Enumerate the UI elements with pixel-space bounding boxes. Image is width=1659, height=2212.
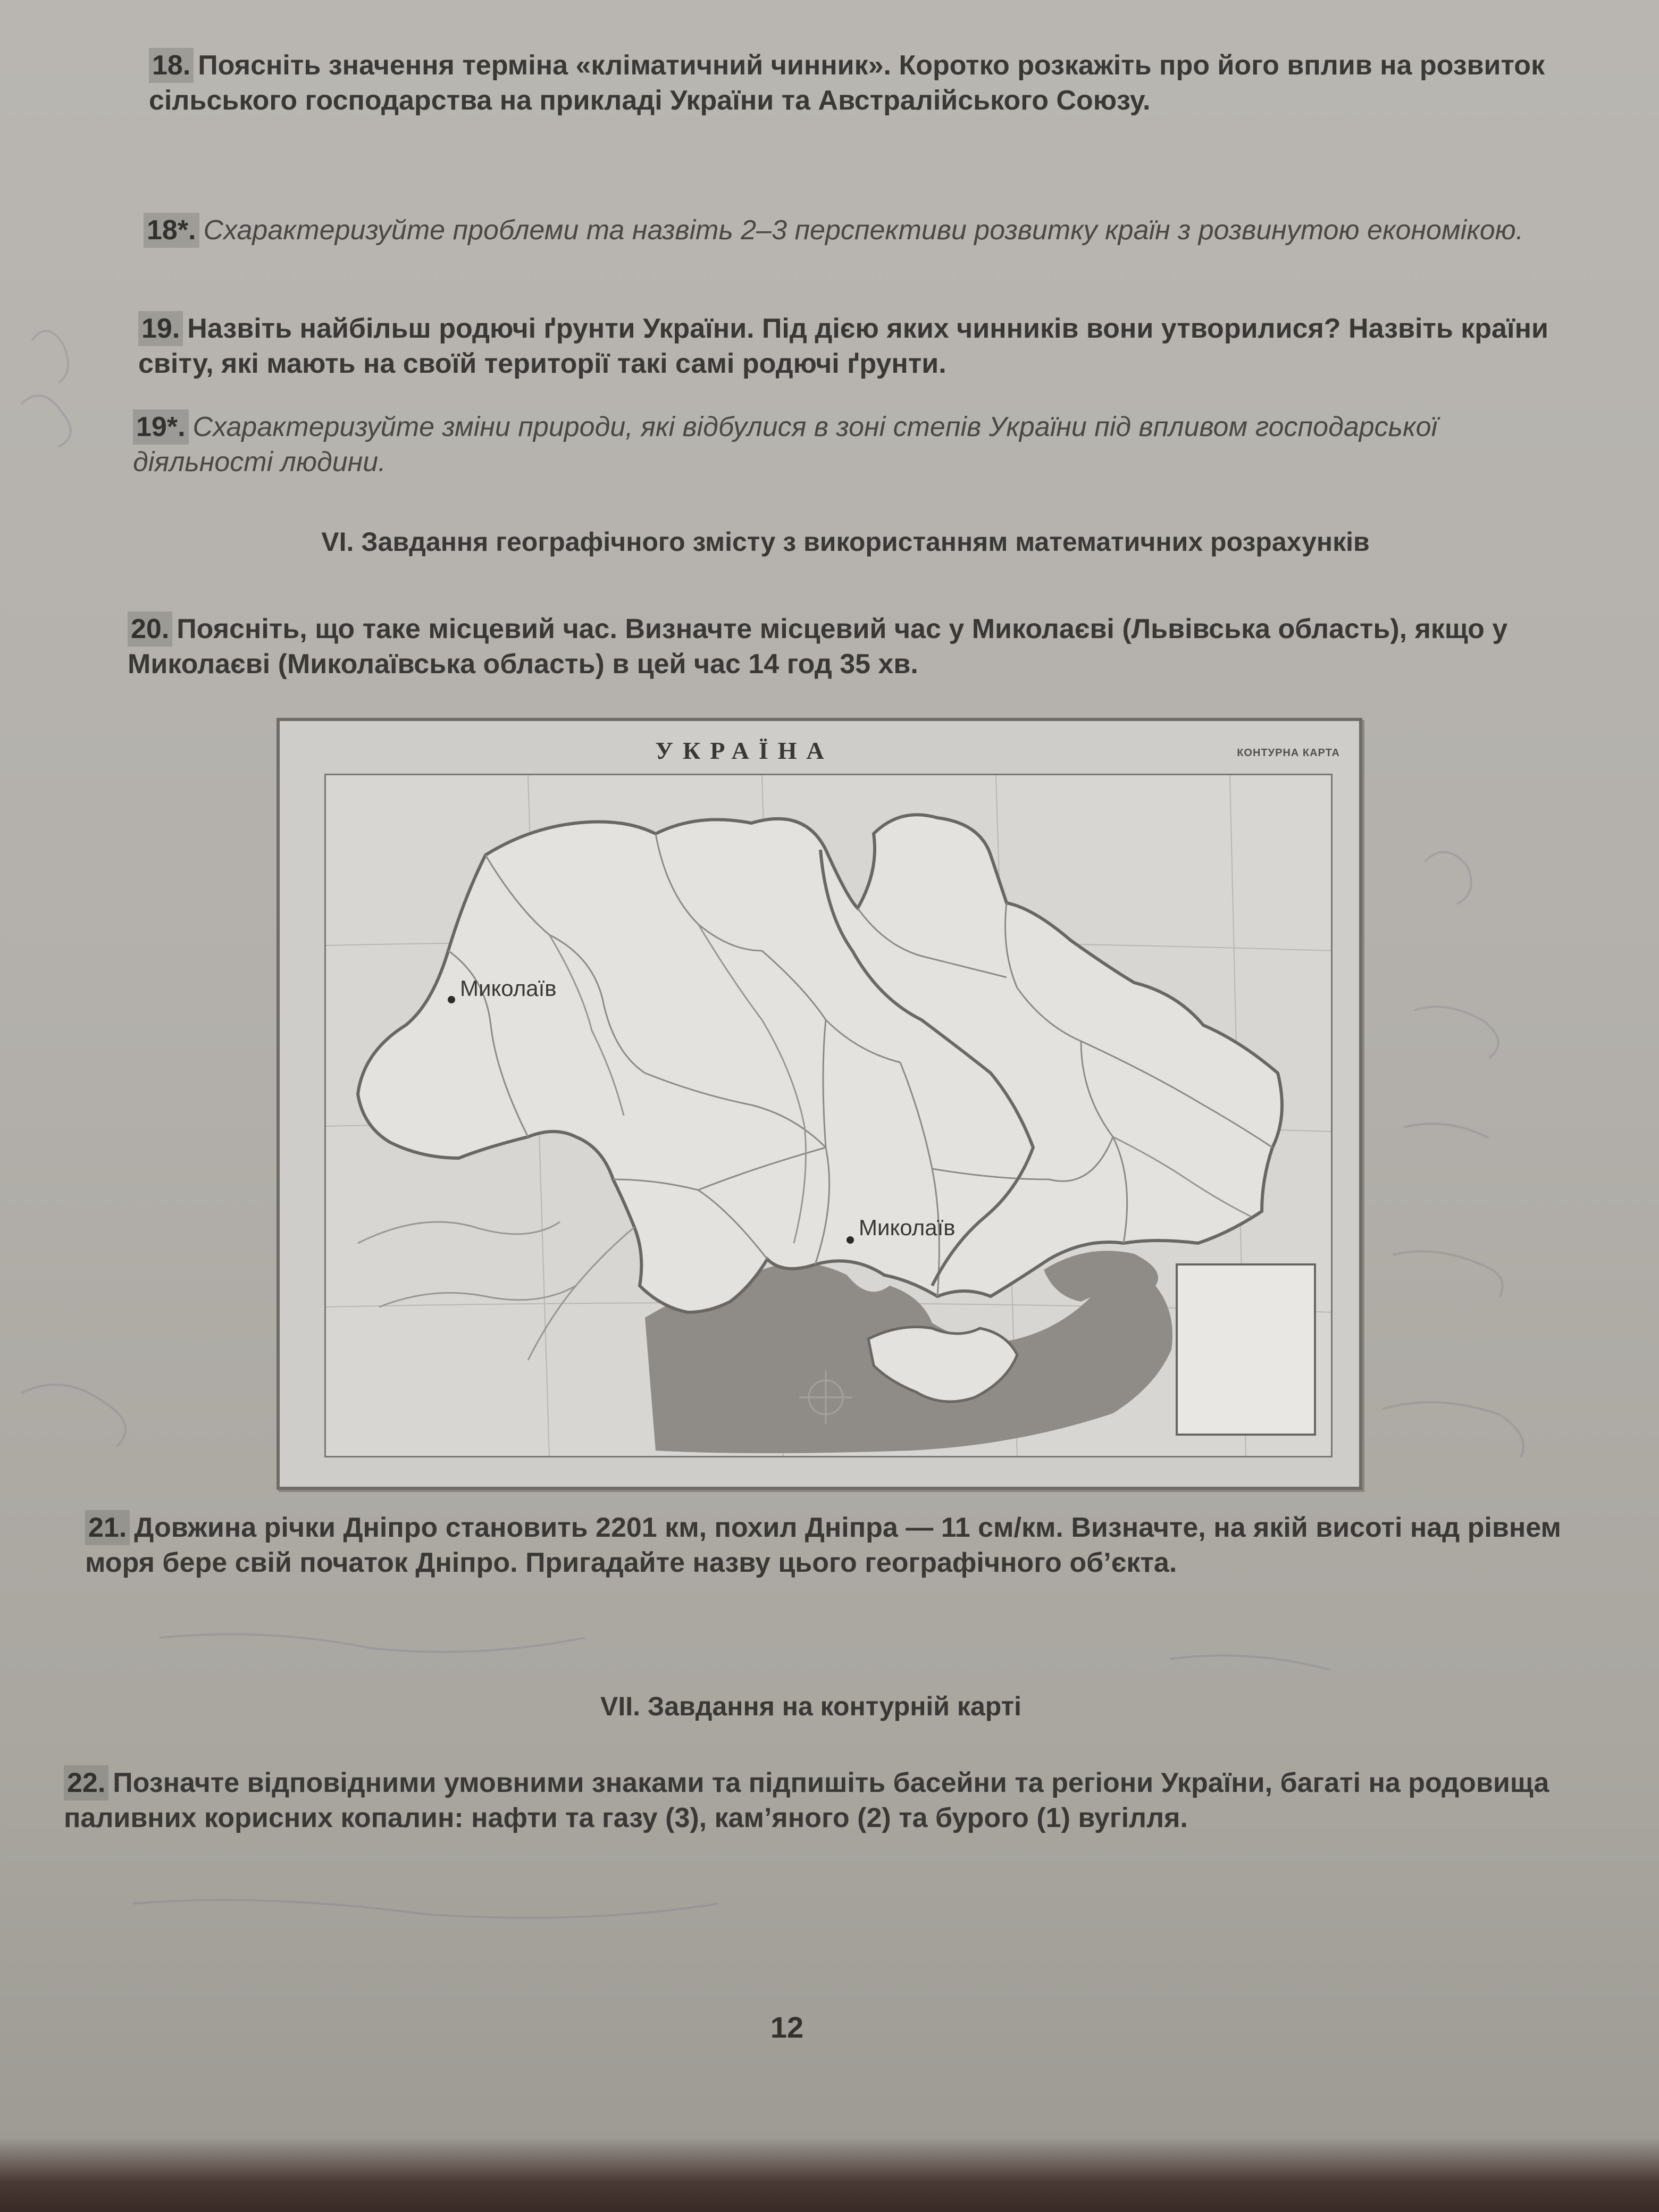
task-text: Назвіть найбільш родючі ґрунти України. Під дією яких чинників вони утворилися? Назвіть країни світу, які мають на своїй території такі самі родючі ґрунти. (138, 313, 1548, 379)
task-number: 21. (85, 1510, 130, 1545)
task-text: Поясніть значення терміна «кліматичний чинник». Коротко розкажіть про його вплив на розвиток сільського господарства на прикладі України та Австралійського Союзу. (149, 50, 1545, 116)
page-number: 12 (770, 2010, 804, 2044)
section-title-seven: VII. Завдання на контурній карті (600, 1691, 1022, 1721)
city-label-mykolaiv-lviv: Миколаїв (460, 976, 557, 1001)
desk-edge (0, 2138, 1659, 2212)
task-text: Схарактеризуйте проблеми та назвіть 2–3 перспективи розвитку країн з розвинутою економікою. (203, 215, 1524, 246)
task-number: 18*. (144, 213, 199, 248)
task-number: 19. (138, 311, 183, 346)
city-label-mykolaiv-south: Миколаїв (859, 1215, 956, 1240)
map-subtitle: КОНТУРНА КАРТА (1237, 747, 1340, 759)
task-number: 22. (64, 1765, 108, 1800)
section-title-six: VI. Завдання географічного змісту з використанням математичних розрахунків (321, 527, 1370, 557)
task-text: Позначте відповідними умовними знаками та підпишіть басейни та регіони України, багаті на родовища паливних корисних копалин: нафти та газу (3), кам’яного (2) та бурого (1) вугілля. (64, 1767, 1549, 1833)
map-title: УКРАЇНА (655, 737, 834, 764)
task-text: Поясніть, що таке місцевий час. Визначте місцевий час у Миколаєві (Львівська область), якщо у Миколаєві (Миколаївська область) в цей час 14 год 35 хв. (128, 614, 1508, 680)
task-number: 18. (149, 48, 194, 83)
task-text: Довжина річки Дніпро становить 2201 км, похил Дніпра — 11 см/км. Визначте, на якій висоті над рівнем моря бере свій початок Дніпро. Пригадайте назву цього географічного об’єкта. (85, 1512, 1561, 1578)
task-text: Схарактеризуйте зміни природи, які відбулися в зоні степів України під впливом господарської діяльності людини. (133, 412, 1438, 477)
task-number: 20. (128, 611, 172, 647)
task-number: 19*. (133, 409, 189, 445)
